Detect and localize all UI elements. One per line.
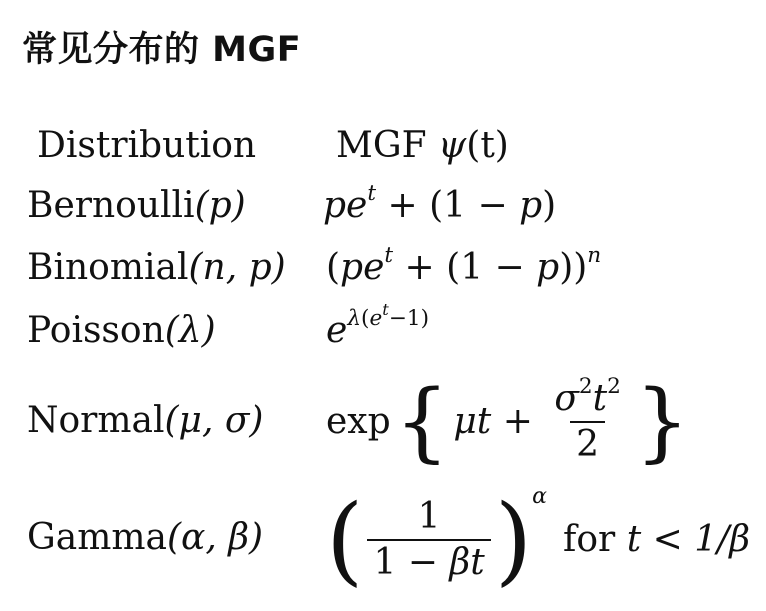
distribution-params: (α, β) xyxy=(166,517,264,558)
header-mgf xyxy=(336,125,509,166)
header-mgf-arg: (t) xyxy=(466,125,509,166)
distribution-params: (p) xyxy=(194,185,246,226)
distribution-params: (λ) xyxy=(164,310,216,351)
page-title: 常见分布的 MGF xyxy=(22,30,302,70)
distribution-name: Poisson xyxy=(27,310,165,351)
row-binomial-mgf: $(pe^t + (1 - p))^n$ xyxy=(326,242,602,288)
gamma-condition-for: for xyxy=(563,519,616,560)
row-gamma-distribution xyxy=(27,517,264,558)
row-bernoulli-distribution xyxy=(27,185,246,226)
distribution-name: Binomial xyxy=(27,247,189,288)
header-mgf-func: ψ xyxy=(438,125,467,166)
row-poisson-distribution xyxy=(27,310,216,351)
distribution-params: (n, p) xyxy=(188,247,286,288)
distribution-name: Gamma xyxy=(27,517,167,558)
distribution-name: Bernoulli xyxy=(27,185,195,226)
distribution-params: (μ, σ) xyxy=(164,400,264,441)
row-bernoulli-mgf: $pe^t + (1 - p)$ xyxy=(323,180,557,226)
row-gamma-mgf: ( $\frac{1}{1 - \beta t}$ ) α for t < 1/β xyxy=(326,484,751,596)
row-normal-mgf: exp { μt + $\frac{\sigma^2t^2}{2}$ } xyxy=(326,372,690,472)
row-normal-distribution xyxy=(27,400,264,441)
distribution-name: Normal xyxy=(27,400,165,441)
header-distribution: Distribution xyxy=(37,125,257,166)
row-poisson-mgf: $e^{\lambda(e^t-1)}$ xyxy=(326,300,429,351)
row-binomial-distribution xyxy=(27,247,286,288)
header-mgf-label: MGF xyxy=(336,125,439,166)
gamma-condition: t < 1/β xyxy=(626,519,751,560)
